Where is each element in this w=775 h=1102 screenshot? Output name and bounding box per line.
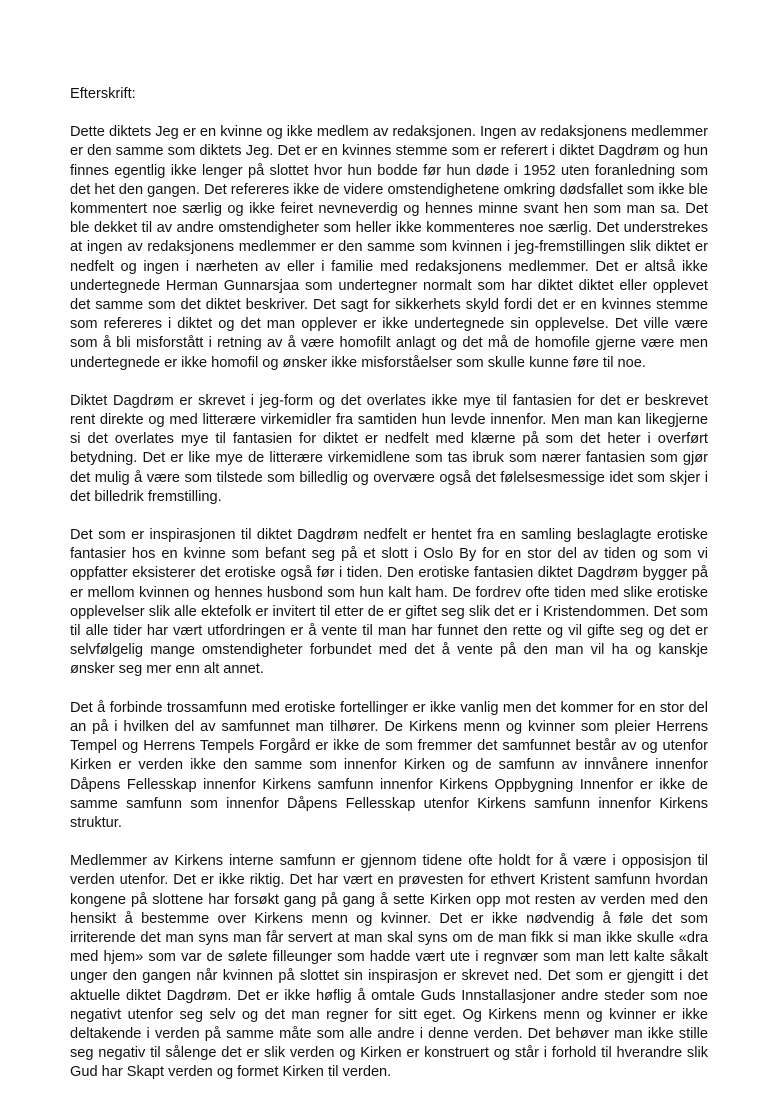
document-heading: Efterskrift: xyxy=(70,86,136,102)
paragraph-inspiration: Det som er inspirasjonen til diktet Dagdrøm nedfelt er hentet fra en samling beslaglagte erotiske fantasier hos en kvinne som befant seg på et slott i Oslo By for en stor del av tiden og som vi oppfatter eksisterer det erotiske også før i tiden. Den erotiske fantasien diktet Dagdrøm bygger på er mellom kvinnen og hennes husbond som hun kalt ham. De fordrev ofte tiden med slike erotiske opplevelser slik alle ektefolk er invitert til etter de er giftet seg slik det er i Kristendommen. Det som til alle tider har vært utfordringen er å vente til man har funnet den rette og vil gifte seg og det er selvfølgelig mange omstendigheter forbundet med det å vente på den man vil ha og kanskje ønsker seg mer enn alt annet. xyxy=(70,527,708,678)
paragraph-church-members: Medlemmer av Kirkens interne samfunn er gjennom tidene ofte holdt for å være i opposisjon til verden utenfor. Det er ikke riktig. Det har vært en prøvesten for ethvert Kristent samfunn hvordan kongene på slottene har forsøkt gang på gang å sette Kirken opp mot resten av verden med den hensikt å bestemme over Kirkens menn og kvinner. Det er ikke nødvendig å føle det som irriterende det man syns man får servert at man skal syns om de man fikk si man ikke skulle «dra med hjem» som var de sølete filleunger som hadde vært ute i regnvær som man lett kalte såkalt unger den gangen når kvinnen på slottet sin inspirasjon er skrevet ned. Det som er gjengitt i det aktuelle diktet Dagdrøm. Det er ikke høflig å omtale Guds Innstallasjoner andre steder som noe negativt utenfor seg selv og det man regner for sitt eget. Og Kirkens menn og kvinner er ikke deltakende i verden på samme måte som alle andre i denne verden. Det behøver man ikke stille seg negativ til sålenge det er slik verden og Kirken er konstruert og står i forhold til hverandre slik Gud har Skapt verden og formet Kirken til verden. xyxy=(70,853,708,1081)
document-page xyxy=(70,85,708,1102)
paragraph-faith-community: Det å forbinde trossamfunn med erotiske fortellinger er ikke vanlig men det kommer for en stor del an på i hvilken del av samfunnet man tilhører. De Kirkens menn og kvinner som pleier Herrens Tempel og Herrens Tempels Forgård er ikke de som fremmer det samfunnet består av og utenfor Kirken er verden ikke den samme som innenfor Kirken og de samfunn av innvånere innenfor Dåpens Fellesskap innenfor Kirkens samfunn innenfor Kirkens Oppbygning Innenfor er ikke de samme samfunn som innenfor Dåpens Fellesskap utenfor Kirkens samfunn innenfor Kirkens struktur. xyxy=(70,699,708,831)
paragraph-disclaimer: Dette diktets Jeg er en kvinne og ikke medlem av redaksjonen. Ingen av redaksjonens medlemmer er den samme som diktets Jeg. Det er en kvinnes stemme som er referert i diktet Dagdrøm og hun finnes egentlig ikke lenger på slottet hvor hun bodde før hun døde i 1952 uten foranledning som det het den gangen. Det refereres ikke de videre omstendighetene omkring dødsfallet som ikke ble kommentert noe særlig og ikke feiret nevneverdig og hennes minne svant hen som man sa. Det ble dekket til av andre omstendigheter som heller ikke kommenteres noe særlig. Det understrekes at ingen av redaksjonens medlemmer er den samme som kvinnen i jeg-fremstillingen slik diktet er nedfelt og ingen i nærheten av eller i familie med redaksjonens medlemmer. Det er altså ikke undertegnede Herman Gunnarsjaa som undertegner normalt som har diktet diktet eller opplevet det samme som det diktet beskriver. Det sagt for sikkerhets skyld fordi det er en kvinnes stemme som refereres i diktet og det man opplever er ikke undertegnede sin opplevelse. Det ville være som å bli misforstått i retning av å være homofilt anlagt og det må de homofile gjerne være men undertegnede er ikke homofil og ønsker ikke misforståelser som skulle kunne føre til noe. xyxy=(70,124,708,371)
paragraph-form: Diktet Dagdrøm er skrevet i jeg-form og det overlates ikke mye til fantasien for det er beskrevet rent direkte og med litterære virkemidler fra samtiden hun levde innenfor. Men man kan likegjerne si det overlates mye til fantasien for diktet er nedfelt med klærne på som det heter i overført betydning. Det er like mye de litterære virkemidlene som tas ibruk som nærer fantasien som gjør det mulig å være som tilstede som billedlig og overvære også det følelsesmessige idet som skjer i det billedrik fremstilling. xyxy=(70,392,708,505)
